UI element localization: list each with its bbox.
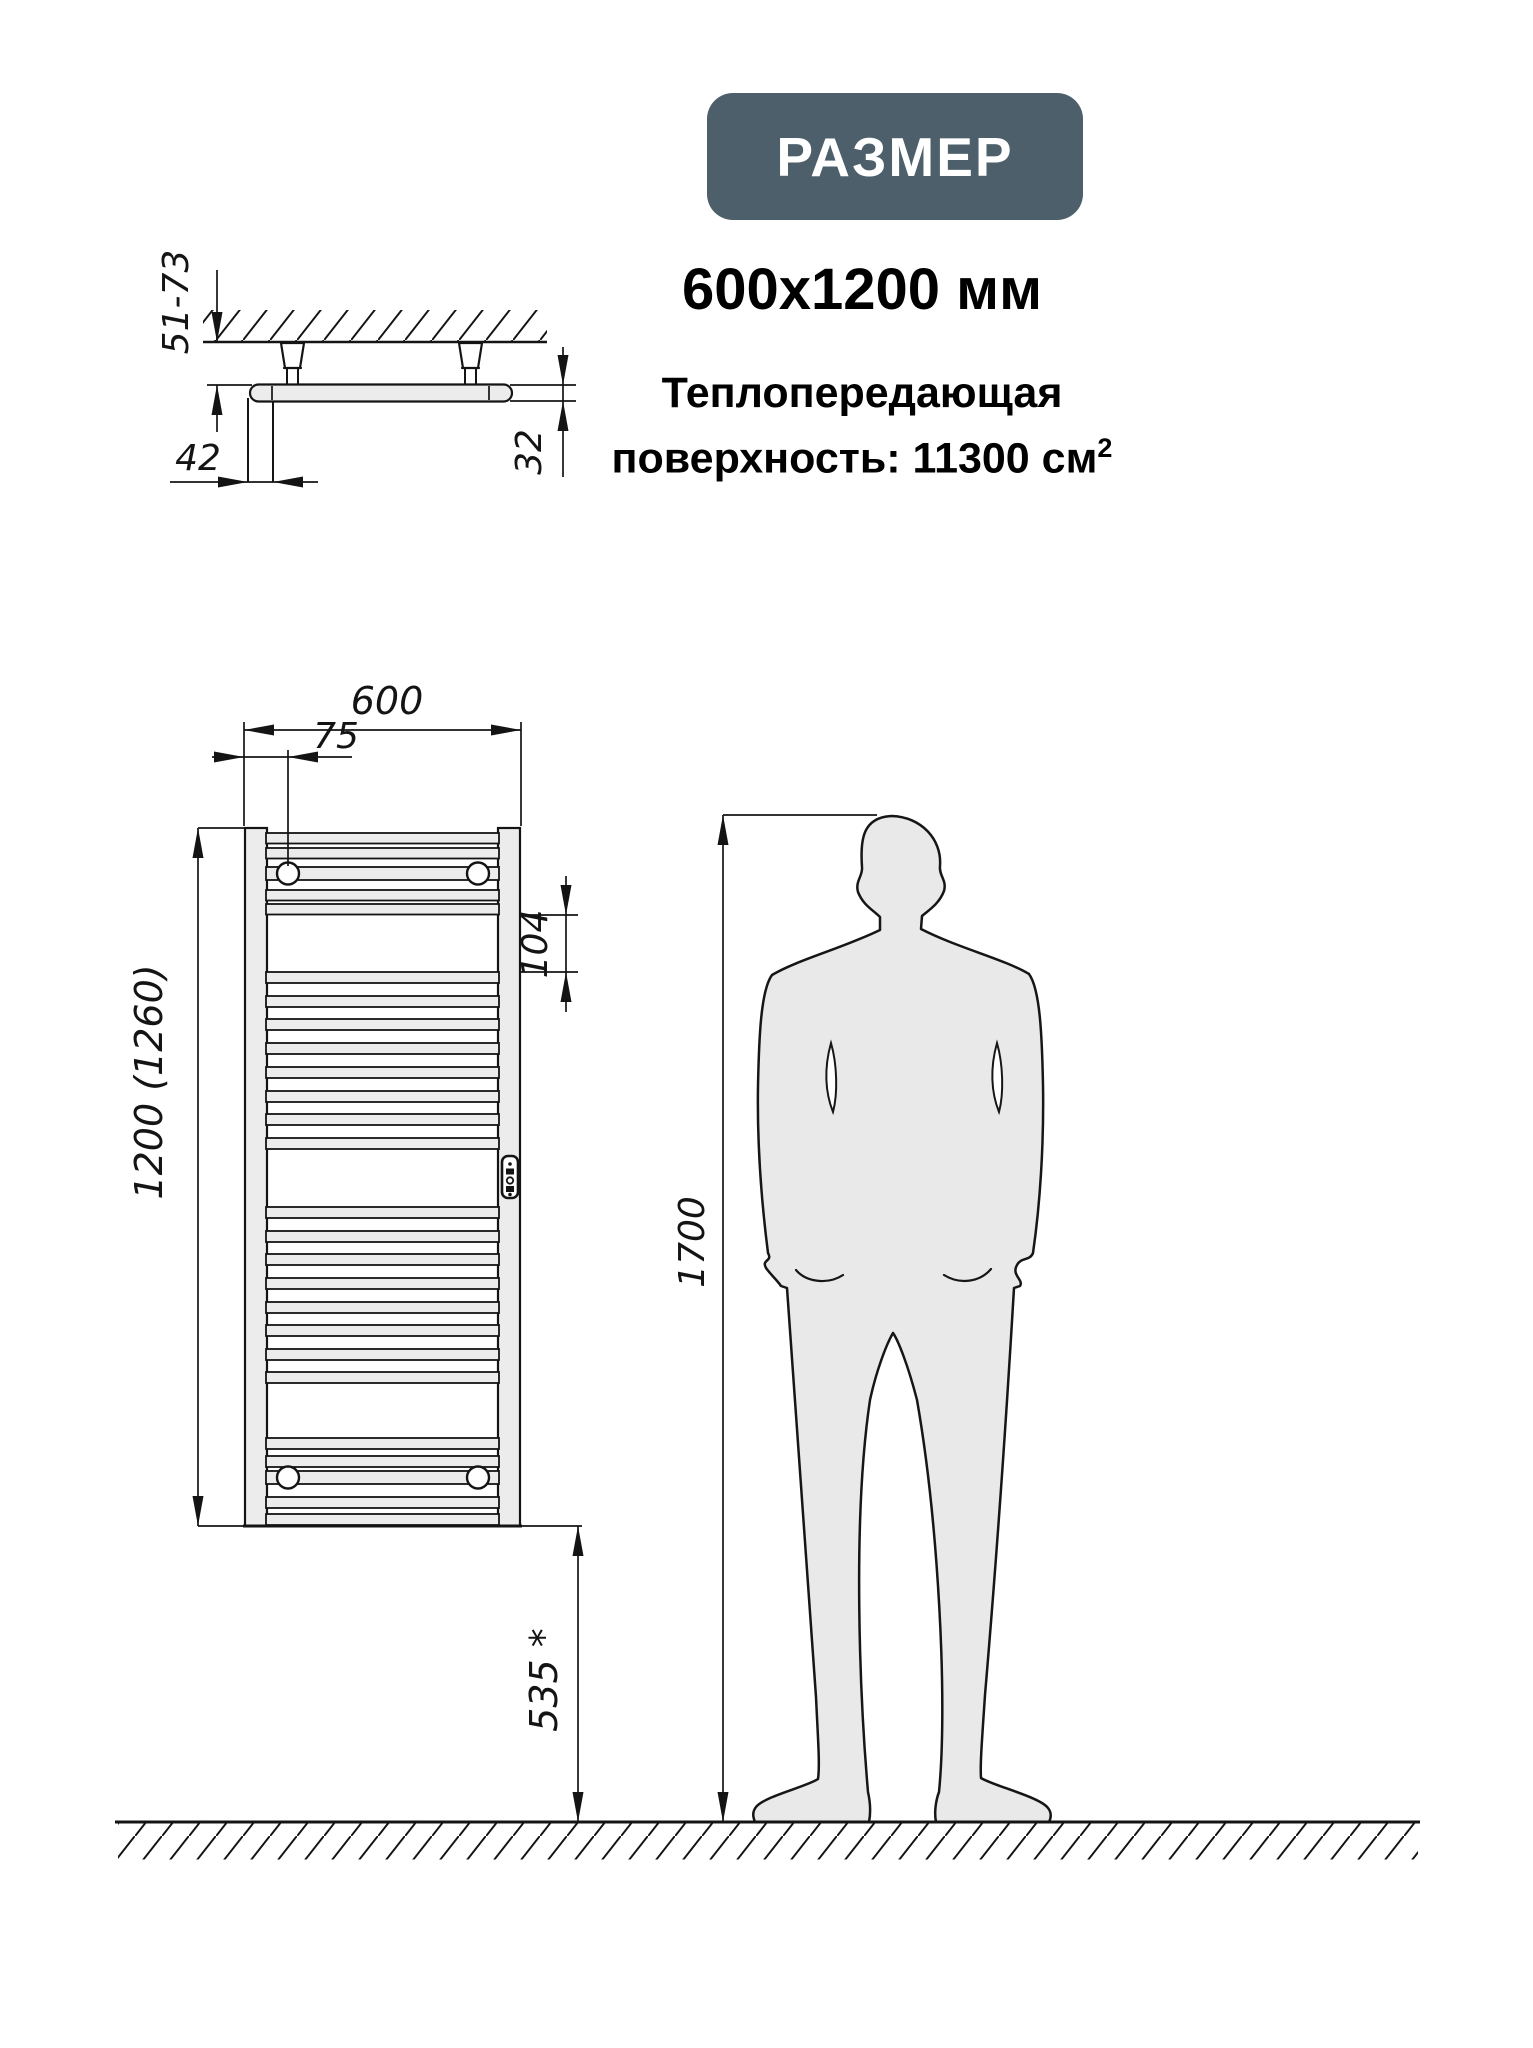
heat-surface-line1: Теплопередающая xyxy=(661,369,1063,417)
rung xyxy=(266,1372,499,1383)
man-silhouette xyxy=(753,816,1051,1822)
wall-bracket-right xyxy=(459,343,482,385)
rung xyxy=(266,1497,499,1508)
side-view xyxy=(156,250,576,488)
rung xyxy=(266,1114,499,1125)
dim-section-gap-label: 104 xyxy=(515,909,556,979)
dim-pipe-width-label: 42 xyxy=(175,438,221,479)
rung xyxy=(266,1067,499,1078)
dim-tube-height xyxy=(509,347,576,477)
rung xyxy=(266,1349,499,1360)
rung xyxy=(266,1278,499,1289)
control-panel xyxy=(502,1156,518,1198)
rung xyxy=(266,833,499,844)
post-left xyxy=(245,828,267,1526)
dim-section-gap xyxy=(515,876,578,1012)
rung xyxy=(266,1438,499,1449)
rung xyxy=(266,1302,499,1313)
rung xyxy=(266,1471,499,1484)
dim-height-label: 1200 (1260) xyxy=(127,964,171,1200)
rung xyxy=(266,1207,499,1218)
rung xyxy=(266,996,499,1007)
size-value: 600x1200 мм xyxy=(682,257,1042,322)
rung xyxy=(266,1325,499,1336)
rung xyxy=(266,904,499,915)
dim-tube-height-label: 32 xyxy=(509,429,550,475)
dim-floor-clearance-label: 535 * xyxy=(522,1628,566,1732)
dim-width xyxy=(244,679,521,826)
rung xyxy=(266,890,499,901)
hook-top-right xyxy=(467,863,489,885)
rung xyxy=(266,867,499,880)
rung xyxy=(266,1138,499,1149)
rung-group xyxy=(266,833,499,1525)
dim-floor-clearance xyxy=(522,1526,584,1822)
dim-width-label: 600 xyxy=(350,679,424,723)
dim-pipe-width xyxy=(170,438,318,488)
size-badge-label: РАЗМЕР xyxy=(776,125,1014,188)
tube-top-view xyxy=(250,385,512,402)
heat-surface-superscript: 2 xyxy=(1097,433,1113,463)
ground-hatch xyxy=(118,1824,1418,1860)
rung xyxy=(266,1043,499,1054)
dim-hook-offset-label: 75 xyxy=(313,716,359,757)
rung xyxy=(266,1019,499,1030)
rung xyxy=(266,848,499,859)
human-figure xyxy=(672,815,1051,1822)
dim-wall-offset-label: 51-73 xyxy=(156,249,197,355)
hook-bottom-right xyxy=(467,1467,489,1489)
dim-figure-height-label: 1700 xyxy=(672,1196,713,1288)
rung xyxy=(266,1091,499,1102)
heat-surface-line2: поверхность: 11300 см xyxy=(611,434,1098,483)
ground xyxy=(115,1822,1420,1860)
rung xyxy=(266,1231,499,1242)
rung xyxy=(266,1514,499,1525)
hook-bottom-left xyxy=(277,1467,299,1489)
rung xyxy=(266,1254,499,1265)
wall-bracket-left xyxy=(281,343,304,385)
wall-hatch xyxy=(203,310,547,342)
front-view xyxy=(127,679,584,1822)
rung xyxy=(266,1456,499,1467)
rung xyxy=(266,972,499,983)
